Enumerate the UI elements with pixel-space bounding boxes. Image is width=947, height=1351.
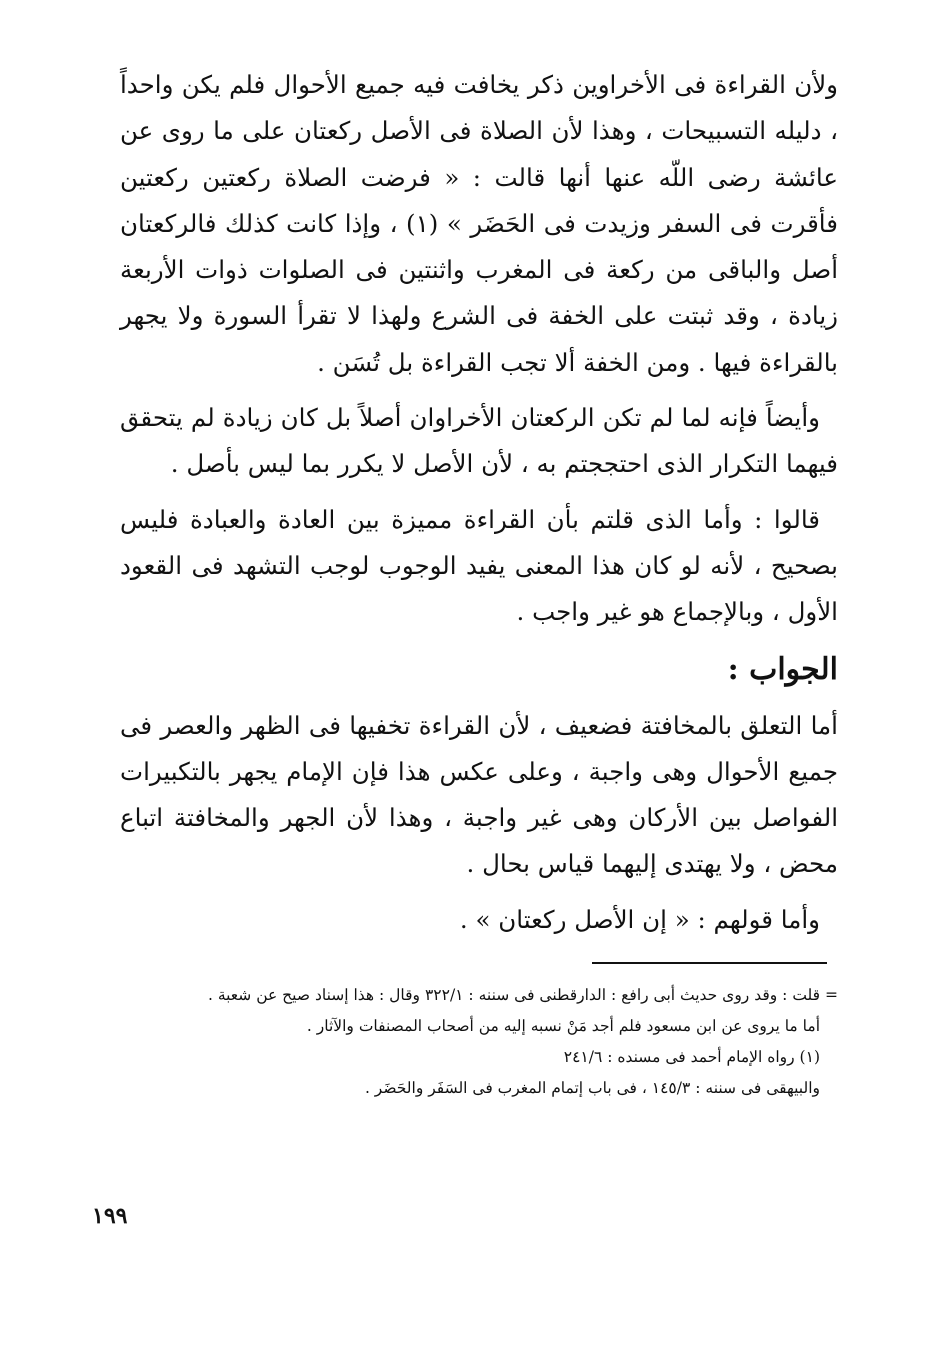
- footnote-separator: [592, 962, 827, 964]
- footnote-continuation: = قلت : وقد روى حديث أبى رافع : الدارقطنى فى سننه : ٣٢٢/١ وقال : هذا إسناد صيح عن شعبة .: [207, 986, 838, 1004]
- paragraph-3: قالوا : وأما الذى قلتم بأن القراءة مميزة بين العادة والعبادة فليس بصحيح ، لأنه لو كان هذا المعنى يفيد الوجوب لوجب التشهد فى القعود الأول ، وبالإجماع هو غير واجب .: [120, 504, 838, 627]
- footnotes: [120, 980, 838, 1104]
- section-heading: الجواب :: [727, 651, 838, 687]
- paragraph-4: أما التعلق بالمخافتة فضعيف ، لأن القراءة تخفيها فى الظهر والعصر فى جميع الأحوال وهى واجبة ، وعلى عكس هذا فإن الإمام يجهر بالتكبيرات الفواصل بين الأركان وهى غير واجبة ، وهذا لأن الجهر والمخافتة اتباع محض ، ولا يهتدى إليهما قياس بحال .: [120, 710, 838, 879]
- footnote-1: (١) رواه الإمام أحمد فى مسنده : ٢٤١/٦: [563, 1048, 820, 1066]
- footnote-note: أما ما يروى عن ابن مسعود فلم أجد مَنْ نسبه إليه من أصحاب المصنفات والآثار .: [306, 1017, 820, 1035]
- page-number: ١٩٩: [92, 1203, 128, 1229]
- paragraph-2: وأيضاً فإنه لما لم تكن الركعتان الأخراوان أصلاً بل كان زيادة لم يتحقق فيهما التكرار الذى احتججتم به ، لأن الأصل لا يكرر بما ليس بأصل .: [120, 403, 838, 479]
- footnote-1-continued: والبيهقى فى سننه : ١٤٥/٣ ، فى باب إتمام المغرب فى السَفَر والحَضَر .: [364, 1079, 820, 1097]
- paragraph-5: وأما قولهم : « إن الأصل ركعتان » .: [459, 904, 820, 934]
- paragraph-1: ولأن القراءة فى الأخراوين ذكر يخافت فيه جميع الأحوال فلم يكن واحداً ، دليله التسبيحات ، وهذا لأن الصلاة فى الأصل ركعتان على ما روى عن عائشة رضى اللّه عنها أنها قالت : « فرضت الصلاة ركعتين ركعتين فأقرت فى السفر وزيدت فى الحَضَر » (١) ، وإذا كانت كذلك فالركعتان أصل والباقى من ركعة فى المغرب واثنتين فى الصلوات ذوات الأربعة زيادة ، وقد ثبتت على الخفة فى الشرع ولهذا لا تقرأ السورة ولا يجهر بالقراءة فيها . ومن الخفة ألا تجب القراءة بل تُسَن .: [120, 70, 838, 377]
- main-text: [120, 62, 838, 952]
